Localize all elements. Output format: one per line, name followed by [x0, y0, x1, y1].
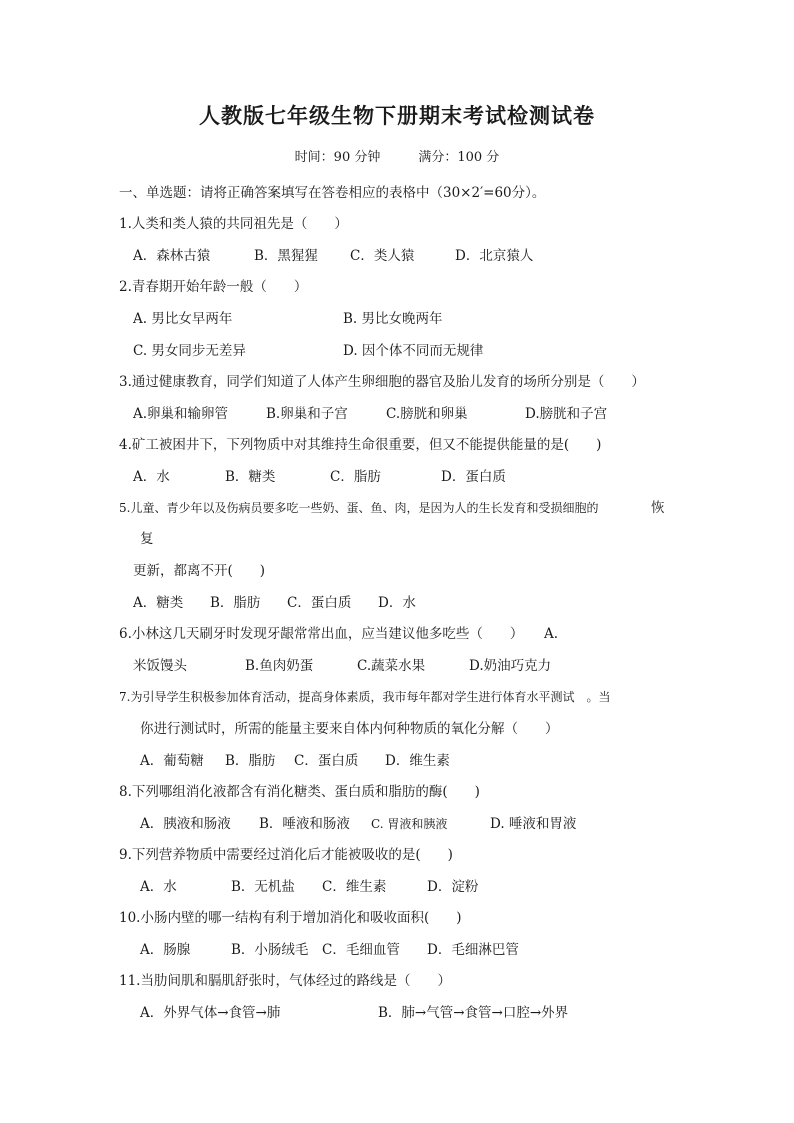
question-10-stem: 10.小肠内壁的哪一结构有利于增加消化和吸收面积( )	[119, 910, 462, 926]
question-1-option-d: D．北京猿人	[455, 248, 534, 264]
question-3-option-c: C.膀胱和卵巢	[386, 406, 468, 422]
question-7-option-a: A．葡萄糖	[140, 753, 204, 769]
question-4-option-c: C．脂肪	[330, 469, 381, 485]
question-7-option-c: C．蛋白质	[294, 753, 359, 769]
question-1-option-a: A．森林古猿	[133, 248, 211, 264]
exam-meta	[0, 146, 794, 165]
question-1-option-c: C．类人猿	[350, 248, 415, 264]
question-4-option-d: D．蛋白质	[441, 469, 506, 485]
question-10-option-d: D．毛细淋巴管	[427, 942, 519, 958]
exam-time: 时间：90 分钟	[294, 150, 381, 165]
question-5-option-c: C．蛋白质	[287, 595, 352, 611]
question-9-option-c: C．维生素	[322, 879, 387, 895]
question-2-option-a: A. 男比女早两年	[133, 311, 233, 327]
question-8-option-b: B．唾液和肠液	[259, 816, 350, 832]
question-5-stem-line-3: 更新，都离不开( )	[133, 563, 266, 579]
question-8-option-d: D. 唾液和胃液	[490, 816, 577, 832]
question-8-option-c: C. 胃液和胰液	[371, 817, 448, 831]
question-3-stem: 3.通过健康教育，同学们知道了人体产生卵细胞的器官及胎儿发育的场所分别是（ ）	[119, 374, 645, 390]
question-6-option-a: 米饭馒头	[133, 658, 187, 674]
question-7-stem: 7.为引导学生积极参加体育活动，提高身体素质，我市每年都对学生进行体育水平测试 。当	[119, 690, 611, 704]
question-9-stem: 9.下列营养物质中需要经过消化后才能被吸收的是( )	[119, 847, 453, 863]
question-11-stem: 11.当肋间肌和膈肌舒张时，气体经过的路线是（ ）	[119, 973, 451, 989]
question-6-option-d: D.奶油巧克力	[469, 658, 552, 674]
question-9-option-a: A．水	[140, 879, 177, 895]
question-7-stem-line-2: 你进行测试时，所需的能量主要来自体内何种物质的氧化分解（ ）	[140, 721, 559, 737]
exam-title: 人教版七年级生物下册期末考试检测试卷	[199, 104, 595, 128]
question-10-option-a: A．肠腺	[140, 942, 191, 958]
question-5-option-d: D．水	[378, 595, 416, 611]
question-5-stem-line-2: 复	[140, 531, 154, 547]
question-6-option-b: B.鱼肉奶蛋	[245, 658, 314, 674]
question-7-option-d: D．维生素	[385, 753, 450, 769]
question-3-option-d: D.膀胱和子宫	[525, 406, 608, 422]
question-5-stem: 5.儿童、青少年以及伤病员要多吃一些奶、蛋、鱼、肉，是因为人的生长发育和受损细胞的	[119, 501, 599, 515]
question-2-stem: 2.青春期开始年龄一般（ ）	[119, 279, 308, 295]
section-heading: 一、单选题：请将正确答案填写在答卷相应的表格中（30×2′=60分）。	[119, 185, 546, 201]
question-1-stem: 1.人类和类人猿的共同祖先是（ ）	[119, 216, 348, 232]
question-3-option-a: A.卵巢和输卵管	[133, 406, 229, 422]
question-9-option-d: D．淀粉	[427, 879, 479, 895]
question-11-option-b: B．肺→气管→食管→口腔→外界	[378, 1005, 569, 1021]
question-1-option-b: B．黑猩猩	[254, 248, 318, 264]
question-5-stem-tail: 恢	[651, 500, 665, 516]
question-8-option-a: A．胰液和肠液	[140, 816, 231, 832]
question-10-option-c: C．毛细血管	[322, 942, 400, 958]
exam-score: 满分：100 分	[418, 150, 500, 165]
question-2-option-b: B. 男比女晚两年	[343, 311, 443, 327]
question-6-stem: 6.小林这几天刷牙时发现牙龈常常出血，应当建议他多吃些（ ）	[119, 626, 524, 642]
question-6-option-c: C.蔬菜水果	[357, 658, 426, 674]
question-9-option-b: B．无机盐	[231, 879, 295, 895]
question-11-option-a: A．外界气体→食管→肺	[140, 1005, 281, 1021]
question-4-option-a: A．水	[133, 469, 170, 485]
question-7-option-b: B．脂肪	[225, 753, 276, 769]
question-5-option-a: A．糖类	[133, 595, 184, 611]
question-8-stem: 8.下列哪组消化液都含有消化糖类、蛋白质和脂肪的酶( )	[119, 784, 480, 800]
question-3-option-b: B.卵巢和子宫	[266, 406, 348, 422]
question-2-option-d: D. 因个体不同而无规律	[343, 343, 484, 359]
question-10-option-b: B．小肠绒毛	[231, 942, 309, 958]
question-2-option-c: C. 男女同步无差异	[133, 343, 246, 359]
question-4-stem: 4.矿工被困井下，下列物质中对其维持生命很重要，但又不能提供能量的是( )	[119, 437, 602, 453]
question-6-stem-tail: A.	[544, 626, 559, 642]
question-4-option-b: B．糖类	[225, 469, 276, 485]
question-5-option-b: B．脂肪	[210, 595, 261, 611]
